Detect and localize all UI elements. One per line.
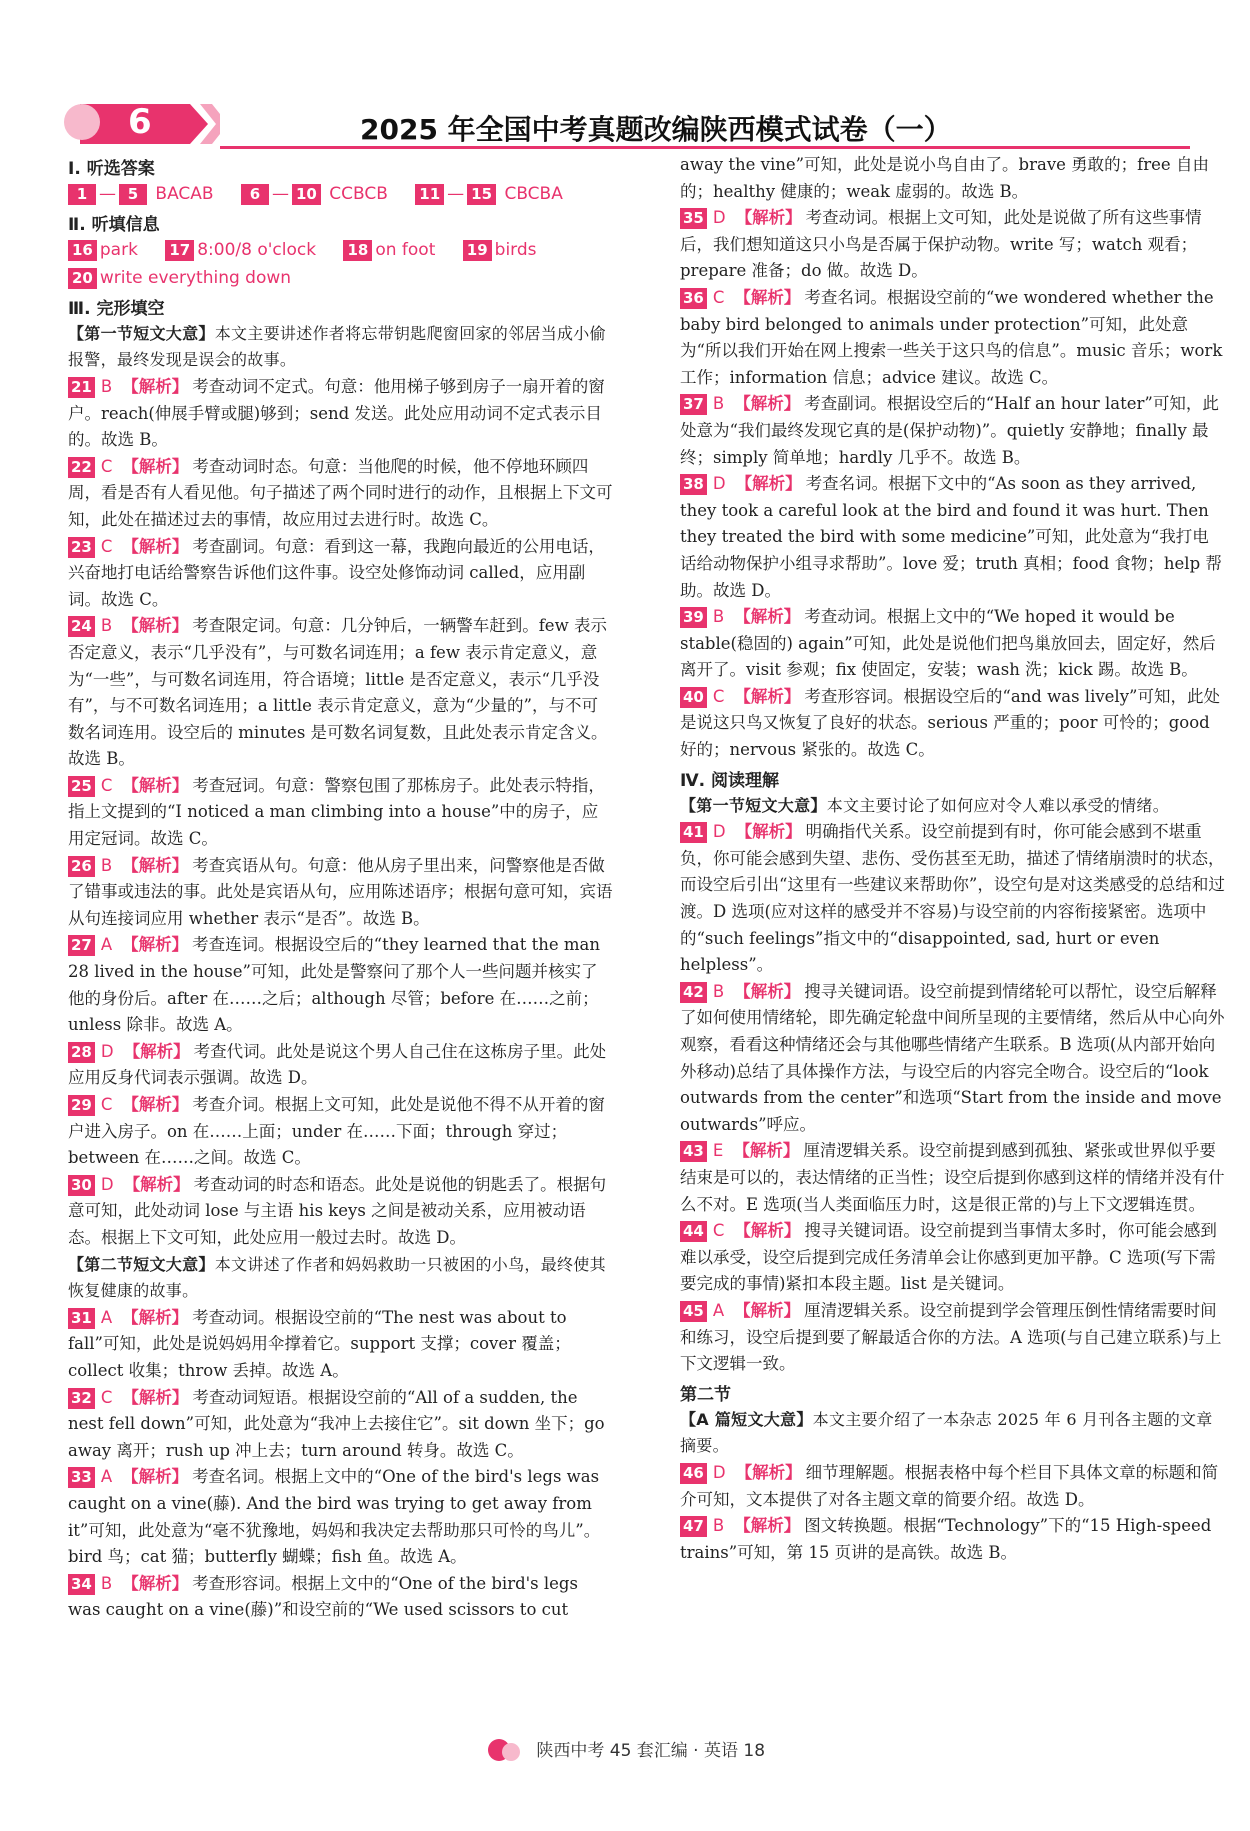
- question-number: 47: [680, 1516, 707, 1537]
- answer-item: [68, 853, 613, 933]
- question-number: 20: [68, 268, 97, 289]
- answer-list: [680, 1460, 1225, 1566]
- answer-item: [680, 1460, 1225, 1513]
- explanation-text: 搜寻关键词语。设空前提到当事情太多时，你可能会感到难以承受，设空后提到完成任务清单会让你感到更加平静。C 选项(写下需要完成的事情)紧扣本段主题。list 是关键词。: [680, 1221, 1217, 1294]
- summary-label: 【A 篇短文大意】: [680, 1409, 813, 1429]
- explanation-text: 考查动词。根据上文可知，此处是说做了所有这些事情后，我们想知道这只小鸟是否属于保护动物。write 写；watch 观看；prepare 准备；do 做。故选 D。: [680, 208, 1202, 281]
- question-number: 25: [68, 776, 95, 797]
- answer-letter: D: [712, 474, 726, 494]
- answer-letter: D: [712, 822, 726, 842]
- range-start: 1: [68, 184, 96, 205]
- answer-letter: E: [712, 1141, 724, 1161]
- summary-label: 【第一节短文大意】: [680, 795, 827, 815]
- explanation-text: 考查动词不定式。句意：他用梯子够到房子一扇开着的窗户。reach(伸展手臂或腿)够到；send 发送。此处应用动词不定式表示目的。故选 B。: [68, 376, 605, 450]
- answer-letter: C: [100, 1095, 113, 1114]
- question-number: 45: [680, 1301, 707, 1322]
- answer-item: [680, 979, 1225, 1139]
- explanation-text: 细节理解题。根据表格中每个栏目下具体文章的标题和简介可知，文本提供了对各主题文章的简要介绍。故选 D。: [680, 1462, 1219, 1509]
- analysis-label: 【解析】: [735, 474, 802, 494]
- answer-letter: C: [712, 287, 725, 307]
- answer-item: [68, 454, 613, 534]
- header-rule: [220, 146, 1190, 149]
- question-number: 31: [68, 1308, 95, 1329]
- question-number: 39: [680, 607, 707, 628]
- answer-letter: B: [712, 607, 725, 627]
- left-column: [68, 152, 613, 1624]
- answer-letter: B: [712, 394, 725, 414]
- answer-letter: B: [100, 376, 113, 396]
- question-number: 28: [68, 1042, 95, 1063]
- analysis-label: 【解析】: [123, 1041, 190, 1061]
- question-number: 32: [68, 1388, 95, 1409]
- question-number: 21: [68, 377, 95, 398]
- paper-number-badge: [60, 100, 200, 148]
- analysis-label: 【解析】: [122, 376, 189, 396]
- section-reading: Ⅳ. 阅读理解: [680, 770, 780, 791]
- answer-letter: B: [712, 981, 725, 1001]
- analysis-label: 【解析】: [122, 1307, 189, 1327]
- answer-item: [68, 1385, 613, 1465]
- answer-item: [680, 604, 1225, 684]
- question-number: 36: [680, 288, 707, 309]
- answer-item: [680, 819, 1225, 979]
- summary-text: 本文主要讨论了如何应对令人难以承受的情绪。: [826, 795, 1170, 815]
- explanation-text: 明确指代关系。设空前提到有时，你可能会感到不堪重负，你可能会感到失望、悲伤、受伤甚至无助，描述了情绪崩溃时的状态，而设空后引出“这里有一些建议来帮助你”，设空句是对这类感受的总结和过渡。D 选项(应对这样的感受并不容易)与设空前的内容衔接紧密。选项中的“such feelings”指文中的“disappointed, sad, hurt or even helpless”。: [680, 822, 1225, 975]
- answer-item: [680, 285, 1225, 391]
- question-number: 16: [68, 240, 97, 261]
- analysis-label: 【解析】: [122, 616, 189, 636]
- answer-item: [68, 773, 613, 853]
- badge-number: 6: [128, 102, 152, 142]
- question-number: 30: [68, 1175, 95, 1196]
- continued-explanation: away the vine”可知，此处是说小鸟自由了。brave 勇敢的；free 自由的；healthy 健康的；weak 虚弱的。故选 B。: [680, 155, 1209, 201]
- answer-item: [68, 1571, 613, 1624]
- question-number: 24: [68, 616, 95, 637]
- explanation-text: 厘清逻辑关系。设空前提到学会管理压倒性情绪需要时间和练习，设空后提到要了解最适合你的方法。A 选项(与自己建立联系)与上下文逻辑一致。: [680, 1300, 1222, 1374]
- answer-item: [680, 1218, 1225, 1298]
- range-start: 6: [241, 184, 269, 205]
- fill-answers-row-2: [68, 265, 613, 292]
- answer-item: [68, 932, 613, 1038]
- answer-letter: C: [712, 1221, 725, 1241]
- answer: on foot: [375, 239, 436, 260]
- answer-letter: C: [712, 686, 725, 706]
- analysis-label: 【解析】: [734, 607, 801, 627]
- analysis-label: 【解析】: [735, 1462, 802, 1482]
- explanation-text: 考查形容词。根据设空后的“and was lively”可知，此处是说这只鸟又恢复了良好的状态。serious 严重的；poor 可怜的；good 好的；nervous 紧张的。故选 C。: [680, 686, 1220, 760]
- answers: BACAB: [155, 184, 214, 204]
- question-number: 41: [680, 822, 707, 843]
- explanation-text: 搜寻关键词语。设空前提到情绪轮可以帮忙，设空后解释了如何使用情绪轮，即先确定轮盘中间所呈现的主要情绪，然后从中心向外观察，看看这种情绪还会与其他哪些情绪产生联系。B 选项(从内部开始向外移动)总结了具体操作方法，与设空后的内容完全吻合。设空后的“look outwards from the center”和选项“Start from the inside and move outwards”呼应。: [680, 981, 1225, 1134]
- analysis-label: 【解析】: [735, 208, 802, 228]
- question-number: 22: [68, 457, 95, 478]
- answer-letter: A: [100, 1307, 113, 1327]
- summary-label: 【第二节短文大意】: [68, 1254, 215, 1274]
- answers: CBCBA: [504, 184, 563, 204]
- answer-item: [680, 1513, 1225, 1566]
- section-cloze: Ⅲ. 完形填空: [68, 298, 165, 319]
- answer-item: [68, 534, 613, 614]
- answer-item: [680, 471, 1225, 604]
- answer: park: [99, 239, 138, 260]
- answer-letter: A: [712, 1300, 725, 1320]
- answer-item: [680, 684, 1225, 764]
- answer-letter: B: [712, 1516, 725, 1536]
- explanation-text: 考查名词。根据设空前的“we wondered whether the baby bird belonged to animals under protection”可知，此处意为“所以我们开始在网上搜索一些关于这只鸟的信息”。music 音乐；work 工作；information 信息；advice 建议。故选 C。: [680, 287, 1223, 387]
- analysis-label: 【解析】: [734, 1300, 801, 1320]
- explanation-text: 考查名词。根据上文中的“One of the bird's legs was caught on a vine(藤). And the bird was trying to get away from it”可知，此处意为“毫不犹豫地，妈妈和我决定去帮助那只可怜的鸟儿”。bird 鸟；cat 猫；butterfly 蝴蝶；fish 鱼。故选 A。: [68, 1467, 601, 1567]
- analysis-label: 【解析】: [734, 1221, 801, 1241]
- analysis-label: 【解析】: [122, 1573, 189, 1593]
- page-header: [60, 100, 1190, 150]
- answer-letter: A: [100, 935, 113, 955]
- answer: 8:00/8 o'clock: [197, 239, 317, 260]
- explanation-text: 考查宾语从句。句意：他从房子里出来，问警察他是否做了错事或违法的事。此处是宾语从句，应用陈述语序；根据句意可知，宾语从句连接词应用 whether 表示“是否”。故选 B。: [68, 855, 613, 928]
- answer-letter: C: [100, 456, 113, 476]
- answer-item: [68, 1039, 613, 1092]
- range-end: 5: [119, 184, 147, 205]
- range-end: 15: [467, 184, 496, 205]
- answer-letter: D: [712, 208, 726, 228]
- answer-letter: D: [100, 1174, 114, 1194]
- analysis-label: 【解析】: [122, 536, 189, 556]
- answer-list: [68, 374, 613, 1252]
- question-number: 46: [680, 1463, 707, 1484]
- analysis-label: 【解析】: [734, 287, 801, 307]
- range-start: 11: [415, 184, 444, 205]
- analysis-label: 【解析】: [122, 456, 189, 476]
- answer-item: [68, 613, 613, 773]
- question-number: 42: [680, 982, 707, 1003]
- question-number: 34: [68, 1574, 95, 1595]
- analysis-label: 【解析】: [122, 775, 189, 795]
- answer-item: [680, 391, 1225, 471]
- fill-answers-row: [68, 237, 613, 264]
- answer-item: [68, 1305, 613, 1385]
- summary-paragraph: [68, 1252, 613, 1305]
- answer-letter: D: [712, 1462, 726, 1482]
- answer-list: [680, 819, 1225, 1377]
- answer-letter: C: [100, 1387, 113, 1407]
- answer-letter: A: [100, 1467, 113, 1487]
- summary-label: 【第一节短文大意】: [68, 323, 215, 343]
- question-number: 44: [680, 1221, 707, 1242]
- explanation-text: 考查代词。此处是说这个男人自己住在这栋房子里。此处应用反身代词表示强调。故选 D。: [68, 1041, 607, 1088]
- explanation-text: 图文转换题。根据“Technology”下的“15 High-speed trains”可知，第 15 页讲的是高铁。故选 B。: [680, 1516, 1212, 1562]
- answer-list: [680, 205, 1225, 763]
- answer-letter: C: [100, 775, 113, 795]
- analysis-label: 【解析】: [734, 1516, 801, 1536]
- question-number: 26: [68, 856, 95, 877]
- question-number: 17: [165, 240, 194, 261]
- analysis-label: 【解析】: [733, 1141, 800, 1161]
- section-part-two: 第二节: [680, 1384, 731, 1405]
- explanation-text: 考查动词的时态和语态。此处是说他的钥匙丢了。根据句意可知，此处动词 lose 与主语 his keys 之间是被动关系，应用被动语态。根据上下文可知，此处应用一般过去时。故选 D。: [68, 1174, 607, 1247]
- explanation-text: 考查冠词。句意：警察包围了那栋房子。此处表示特指，指上文提到的“I noticed a man climbing into a house”中的房子，应用定冠词。故选 C。: [68, 775, 605, 849]
- question-number: 38: [680, 474, 707, 495]
- analysis-label: 【解析】: [735, 822, 802, 842]
- answer-item: [680, 1298, 1225, 1378]
- question-number: 29: [68, 1095, 95, 1116]
- question-number: 40: [680, 687, 707, 708]
- question-number: 19: [463, 240, 492, 261]
- question-number: 37: [680, 394, 707, 415]
- question-number: 27: [68, 935, 95, 956]
- explanation-text: 考查动词。根据上文中的“We hoped it would be stable(稳固的) again”可知，此处是说他们把鸟巢放回去，固定好，然后离开了。visit 参观；fix 使固定，安装；wash 洗；kick 踢。故选 B。: [680, 607, 1216, 680]
- section-listening-choice: Ⅰ. 听选答案: [68, 159, 155, 179]
- answer-item: [68, 1172, 613, 1252]
- analysis-label: 【解析】: [122, 935, 189, 955]
- question-number: 43: [680, 1141, 707, 1162]
- page-title: 2025 年全国中考真题改编陕西模式试卷（一）: [360, 113, 952, 146]
- analysis-label: 【解析】: [122, 1387, 189, 1407]
- explanation-text: 考查连词。根据设空后的“they learned that the man 28 lived in the house”可知，此处是警察问了那个人一些问题并核实了他的身份后。after 在……之后；although 尽管；before 在……之前；unless 除非。故选 A。: [68, 935, 601, 1035]
- analysis-label: 【解析】: [123, 1174, 190, 1194]
- explanation-text: 考查限定词。句意：几分钟后，一辆警车赶到。few 表示否定意义，表示“几乎没有”，与可数名词连用；a few 表示肯定意义，意为“一些”，与可数名词连用，符合语境；little 是否定意义，表示“几乎没有”，与不可数名词连用；a little 表示肯定意义，意为“少量的”，与不可数名词连用。设空后的 minutes 是可数名词复数，且此处表示肯定含义。故选 B。: [68, 616, 608, 769]
- answer: write everything down: [99, 268, 292, 289]
- analysis-label: 【解析】: [734, 686, 801, 706]
- right-column: [680, 152, 1225, 1566]
- answer-letter: C: [100, 536, 113, 556]
- question-number: 23: [68, 537, 95, 558]
- answer-letter: B: [100, 855, 113, 875]
- answer-item: [68, 1464, 613, 1570]
- footer-text: 陕西中考 45 套汇编 · 英语: [536, 1741, 738, 1761]
- answer: birds: [494, 239, 537, 260]
- explanation-text: 考查动词短语。根据设空前的“All of a sudden, the nest fell down”可知，此处意为“我冲上去接住它”。sit down 坐下；go away 离开；rush up 冲上去；turn around 转身。故选 C。: [68, 1387, 605, 1460]
- summary-text: 本文主要介绍了一本杂志 2025 年 6 月刊各主题的文章摘要。: [680, 1409, 1213, 1456]
- explanation-text: 厘清逻辑关系。设空前提到感到孤独、紧张或世界似乎要结束是可以的，表达情绪的正当性；设空后提到你感到这样的情绪并没有什么不对。E 选项(当人类面临压力时，这是很正常的)与上下文逻辑连贯。: [680, 1141, 1225, 1214]
- brand-logo-icon: [485, 1736, 525, 1766]
- summary-paragraph: [68, 321, 613, 374]
- summary-paragraph: [680, 1407, 1225, 1460]
- answer-item: [68, 1092, 613, 1172]
- explanation-text: 考查形容词。根据上文中的“One of the bird's legs was caught on a vine(藤)”和设空前的“We used scissors to cut: [68, 1573, 578, 1620]
- answer-letter: B: [100, 1573, 113, 1593]
- analysis-label: 【解析】: [734, 981, 801, 1001]
- answers: CCBCB: [329, 184, 388, 204]
- explanation-text: 考查名词。根据下文中的“As soon as they arrived, they took a careful look at the bird and found it was hurt. Then they treated the bird with some medicine”可知，此处意为“我打电话给动物保护小组寻求帮助”。love 爱；truth 真相；food 食物；help 帮助。故选 D。: [680, 474, 1222, 600]
- answer-list: [68, 1305, 613, 1624]
- explanation-text: 考查副词。根据设空后的“Half an hour later”可知，此处意为“我们最终发现它真的是(保护动物)”。quietly 安静地；finally 最终；simply 简单地；hardly 几乎不。故选 B。: [680, 394, 1219, 467]
- page-number: 18: [743, 1741, 766, 1761]
- summary-text: 本文主要讲述作者将忘带钥匙爬窗回家的邻居当成小偷报警，最终发现是误会的故事。: [68, 323, 606, 370]
- answer-item: [680, 1138, 1225, 1218]
- listening-answers-row: 1 — 5 BACAB 6 — 10 CCBCB 11 — 15 CBCBA: [68, 181, 613, 208]
- summary-paragraph: [680, 793, 1225, 820]
- answer-item: [68, 374, 613, 454]
- explanation-text: 考查动词时态。句意：当他爬的时候，他不停地环顾四周，看是否有人看见他。句子描述了两个同时进行的动作，且根据上下文可知，此处在描述过去的事情，故应用过去进行时。故选 C。: [68, 456, 613, 529]
- question-number: 35: [680, 208, 707, 229]
- analysis-label: 【解析】: [122, 855, 189, 875]
- analysis-label: 【解析】: [122, 1467, 189, 1487]
- question-number: 18: [343, 240, 372, 261]
- section-listening-fill: Ⅱ. 听填信息: [68, 214, 160, 235]
- answer-letter: B: [100, 616, 113, 636]
- question-number: 33: [68, 1467, 95, 1488]
- analysis-label: 【解析】: [122, 1095, 189, 1114]
- range-end: 10: [292, 184, 321, 205]
- explanation-text: 考查介词。根据上文可知，此处是说他不得不从开着的窗户进入房子。on 在……上面；under 在……下面；through 穿过；between 在……之间。故选 C。: [68, 1095, 605, 1168]
- analysis-label: 【解析】: [734, 394, 801, 414]
- answer-letter: D: [100, 1041, 114, 1061]
- summary-text: 本文讲述了作者和妈妈救助一只被困的小鸟，最终使其恢复健康的故事。: [68, 1254, 606, 1301]
- answer-item: [680, 205, 1225, 285]
- explanation-text: 考查动词。根据设空前的“The nest was about to fall”可知，此处是说妈妈用伞撑着它。support 支撑；cover 覆盖；collect 收集；throw 丢掉。故选 A。: [68, 1307, 571, 1380]
- page-footer: [0, 1736, 1250, 1766]
- explanation-text: 考查副词。句意：看到这一幕，我跑向最近的公用电话，兴奋地打电话给警察告诉他们这件事。设空处修饰动词 called，应用副词。故选 C。: [68, 536, 605, 609]
